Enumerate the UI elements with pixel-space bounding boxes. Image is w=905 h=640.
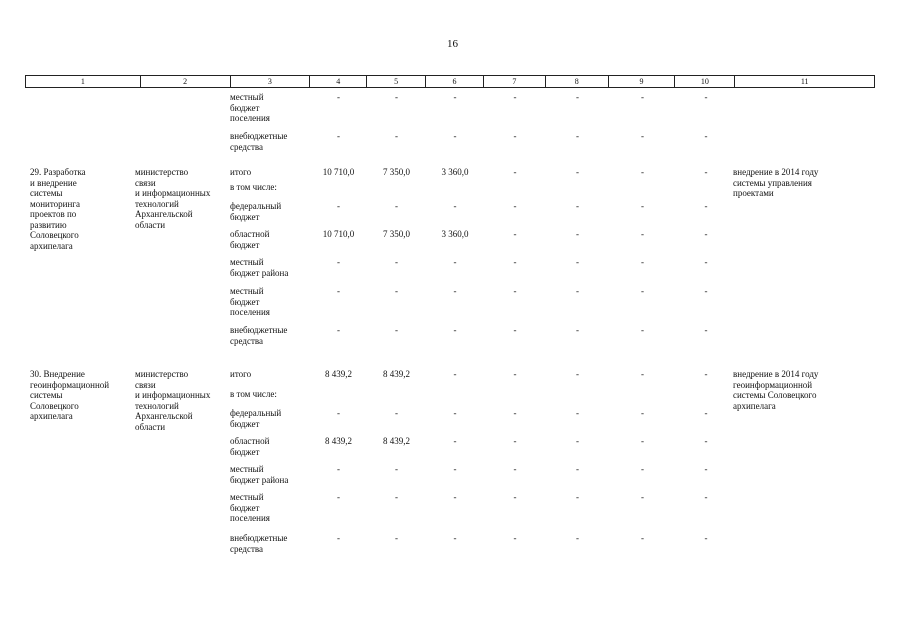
amount-cell: - xyxy=(513,286,517,296)
funding-source: областной бюджет xyxy=(230,229,270,250)
amount-cell: - xyxy=(704,408,708,418)
funding-source: местный бюджет поселения xyxy=(230,286,270,317)
amount-cell: - xyxy=(453,533,457,543)
amount-cell: - xyxy=(704,286,708,296)
amount-cell: - xyxy=(576,201,579,211)
header-col-10: 10 xyxy=(675,76,735,87)
amount-cell: - xyxy=(513,408,517,418)
amount-cell: - xyxy=(513,325,517,335)
funding-source: итого xyxy=(230,167,252,177)
amount-cell: - xyxy=(395,408,398,418)
funding-source: внебюджетные средства xyxy=(230,533,288,554)
header-col-6: 6 xyxy=(426,76,484,87)
amount-cell: - xyxy=(453,464,457,474)
amount-cell: - xyxy=(576,286,579,296)
amount-cell: - xyxy=(337,464,340,474)
amount-cell: - xyxy=(513,229,517,239)
amount-cell: - xyxy=(513,369,517,379)
amount-cell: - xyxy=(395,257,398,267)
amount-cell: - xyxy=(453,369,457,379)
amount-cell: - xyxy=(513,167,517,177)
amount-cell: - xyxy=(453,201,457,211)
funding-source: областной бюджет xyxy=(230,436,270,457)
amount-cell: - xyxy=(337,257,340,267)
amount-cell: - xyxy=(453,92,457,102)
header-col-5: 5 xyxy=(367,76,426,87)
amount-cell: - xyxy=(337,492,340,502)
amount-cell: - xyxy=(576,369,579,379)
amount-cell: - xyxy=(337,286,340,296)
amount-cell: - xyxy=(453,257,457,267)
amount-cell: - xyxy=(641,167,644,177)
executor: министерство связи и информационных технологий Архангельской области xyxy=(135,167,211,230)
amount-cell: - xyxy=(641,92,644,102)
amount-cell: 7 350,0 xyxy=(383,229,410,239)
amount-cell: - xyxy=(641,325,644,335)
amount-cell: 3 360,0 xyxy=(441,167,469,177)
table-header-row xyxy=(25,75,875,88)
amount-cell: - xyxy=(395,286,398,296)
expected-result: внедрение в 2014 году геоинформационной системы Соловецкого архипелага xyxy=(733,369,819,411)
amount-cell: - xyxy=(641,201,644,211)
amount-cell: - xyxy=(513,201,517,211)
amount-cell: - xyxy=(453,408,457,418)
amount-cell: - xyxy=(641,533,644,543)
amount-cell: 8 439,2 xyxy=(325,436,352,446)
executor: министерство связи и информационных технологий Архангельской области xyxy=(135,369,211,432)
amount-cell: - xyxy=(513,464,517,474)
amount-cell: - xyxy=(337,201,340,211)
amount-cell: - xyxy=(337,92,340,102)
amount-cell: - xyxy=(395,464,398,474)
amount-cell: - xyxy=(704,92,708,102)
funding-source: местный бюджет поселения xyxy=(230,492,270,523)
amount-cell: - xyxy=(576,533,579,543)
amount-cell: 8 439,2 xyxy=(383,436,410,446)
amount-cell: - xyxy=(337,131,340,141)
amount-cell: - xyxy=(704,167,708,177)
amount-cell: - xyxy=(641,286,644,296)
amount-cell: - xyxy=(576,325,579,335)
amount-cell: - xyxy=(513,492,517,502)
amount-cell: - xyxy=(453,492,457,502)
amount-cell: - xyxy=(641,229,644,239)
funding-source: в том числе: xyxy=(230,389,277,399)
amount-cell: - xyxy=(641,492,644,502)
amount-cell: - xyxy=(513,257,517,267)
page-number: 16 xyxy=(447,38,458,50)
funding-source: федеральный бюджет xyxy=(230,408,282,429)
amount-cell: - xyxy=(337,325,340,335)
header-col-11: 11 xyxy=(800,77,809,86)
amount-cell: - xyxy=(513,533,517,543)
amount-cell: 10 710,0 xyxy=(322,167,355,177)
amount-cell: - xyxy=(641,464,644,474)
amount-cell: 10 710,0 xyxy=(322,229,355,239)
amount-cell: - xyxy=(704,492,708,502)
amount-cell: 8 439,2 xyxy=(383,369,410,379)
header-col-1: 1 xyxy=(26,76,141,87)
measure-name: 29. Разработка и внедрение системы мониторинга проектов по развитию Соловецкого архипелага xyxy=(30,167,86,251)
header-col-9: 9 xyxy=(609,76,676,87)
amount-cell: - xyxy=(576,229,579,239)
amount-cell: - xyxy=(395,92,398,102)
funding-source: федеральный бюджет xyxy=(230,201,282,222)
amount-cell: - xyxy=(641,131,644,141)
funding-source: местный бюджет района xyxy=(230,464,289,485)
funding-source: внебюджетные средства xyxy=(230,325,288,346)
amount-cell: - xyxy=(576,167,579,177)
funding-source: местный бюджет поселения xyxy=(230,92,270,123)
amount-cell: - xyxy=(641,257,644,267)
amount-cell: 7 350,0 xyxy=(383,167,410,177)
amount-cell: - xyxy=(513,436,517,446)
amount-cell: - xyxy=(576,131,579,141)
amount-cell: 3 360,0 xyxy=(441,229,469,239)
amount-cell: - xyxy=(576,408,579,418)
amount-cell: - xyxy=(337,408,340,418)
expected-result: внедрение в 2014 году системы управления проектами xyxy=(733,167,819,198)
amount-cell: - xyxy=(704,257,708,267)
header-col-7: 7 xyxy=(484,76,546,87)
amount-cell: - xyxy=(704,131,708,141)
amount-cell: - xyxy=(453,286,457,296)
amount-cell: - xyxy=(513,131,517,141)
amount-cell: 8 439,2 xyxy=(325,369,352,379)
header-col-3: 3 xyxy=(231,76,311,87)
amount-cell: - xyxy=(395,325,398,335)
amount-cell: - xyxy=(576,436,579,446)
amount-cell: - xyxy=(513,92,517,102)
amount-cell: - xyxy=(641,436,644,446)
amount-cell: - xyxy=(704,436,708,446)
header-col-2: 2 xyxy=(141,76,231,87)
amount-cell: - xyxy=(704,533,708,543)
amount-cell: - xyxy=(453,325,457,335)
amount-cell: - xyxy=(395,201,398,211)
amount-cell: - xyxy=(576,492,579,502)
amount-cell: - xyxy=(395,492,398,502)
amount-cell: - xyxy=(453,131,457,141)
measure-name: 30. Внедрение геоинформационной системы Соловецкого архипелага xyxy=(30,369,110,421)
amount-cell: - xyxy=(704,464,708,474)
amount-cell: - xyxy=(641,408,644,418)
amount-cell: - xyxy=(576,257,579,267)
amount-cell: - xyxy=(453,436,457,446)
funding-source: в том числе: xyxy=(230,182,277,192)
amount-cell: - xyxy=(395,533,398,543)
amount-cell: - xyxy=(641,369,644,379)
header-col-8: 8 xyxy=(546,76,609,87)
funding-source: итого xyxy=(230,369,252,379)
amount-cell: - xyxy=(337,533,340,543)
funding-source: местный бюджет района xyxy=(230,257,289,278)
funding-source: внебюджетные средства xyxy=(230,131,288,152)
amount-cell: - xyxy=(704,369,708,379)
amount-cell: - xyxy=(395,131,398,141)
amount-cell: - xyxy=(576,92,579,102)
amount-cell: - xyxy=(704,229,708,239)
amount-cell: - xyxy=(576,464,579,474)
amount-cell: - xyxy=(704,201,708,211)
header-col-4: 4 xyxy=(310,76,367,87)
amount-cell: - xyxy=(704,325,708,335)
